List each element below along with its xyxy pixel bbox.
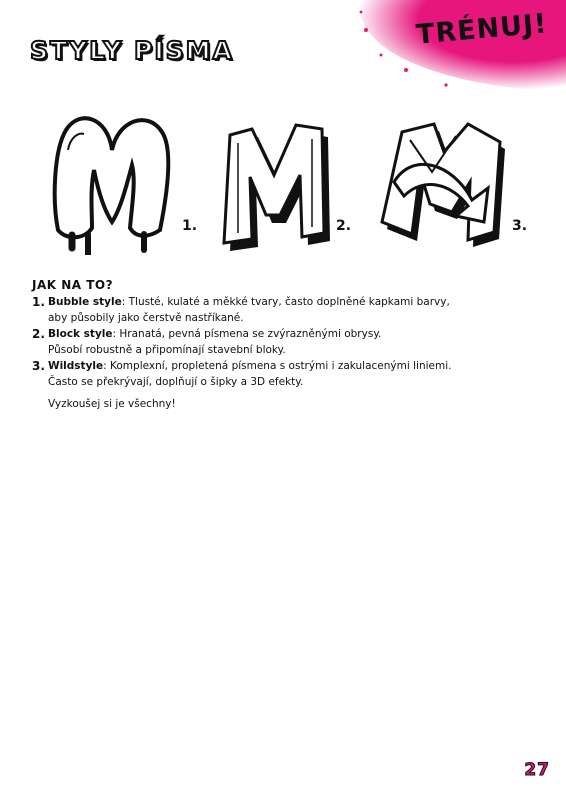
step-number: 1. [32, 295, 45, 309]
example-number-3: 3. [512, 218, 528, 234]
step-number: 3. [32, 359, 45, 373]
step-text: aby působily jako čerstvě nastříkané. [48, 312, 244, 324]
step-text: : Tlusté, kulaté a měkké tvary, často doplněné kapkami barvy, [121, 296, 450, 308]
letter-examples [0, 100, 566, 265]
outro-text: Vyzkoušej si je všechny! [48, 398, 176, 410]
step-name: Wildstyle [48, 360, 104, 372]
step-text: : Hranatá, pevná písmena se zvýrazněnými obrysy. [112, 328, 382, 340]
page-number: 27 [524, 760, 550, 780]
bubble-letter-m-icon [48, 110, 180, 255]
train-badge: TRÉNUJ! [415, 8, 550, 51]
block-letter-m-icon [214, 115, 336, 255]
howto-section [32, 277, 532, 412]
example-number-2: 2. [336, 218, 352, 234]
step-text: Působí robustně a připomínají stavební bloky. [48, 344, 286, 356]
example-number-1: 1. [182, 218, 198, 234]
step-text: : Komplexní, propletená písmena s ostrými i zakulacenými liniemi. [103, 360, 452, 372]
step-wildstyle [32, 358, 532, 390]
step-bubble-style [32, 294, 532, 326]
step-number: 2. [32, 327, 45, 341]
howto-heading: JAK NA TO? [32, 278, 114, 292]
step-name: Block style [48, 328, 113, 340]
step-text: Často se překrývají, doplňují o šipky a 3D efekty. [48, 376, 304, 388]
step-name: Bubble style [48, 296, 122, 308]
page-title: STYLY PÍSMA [30, 36, 234, 65]
wildstyle-letter-m-icon [372, 112, 512, 252]
step-block-style [32, 326, 532, 358]
